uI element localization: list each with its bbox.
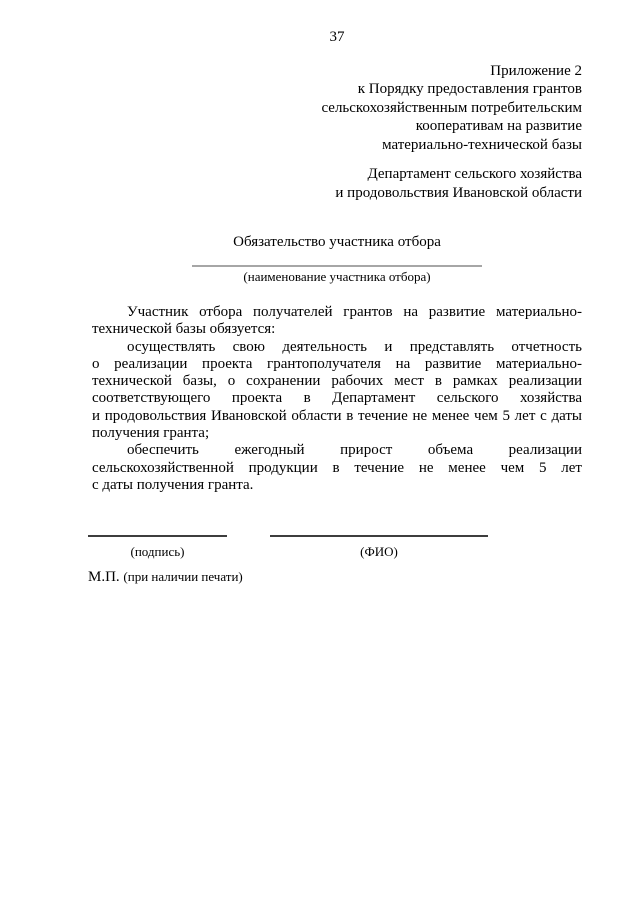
document-title: Обязательство участника отбора <box>233 234 441 250</box>
body-line: технической базы, о сохранении рабочих мест в рамках реализации <box>92 373 582 390</box>
department-line: Департамент сельского хозяйства <box>367 166 582 182</box>
body-line: обеспечить ежегодный прирост объема реализации <box>127 442 582 459</box>
full-name-fill-rule <box>270 535 488 537</box>
body-line: осуществлять свою деятельность и представлять отчетность <box>127 338 582 355</box>
stamp-note: (при наличии печати) <box>123 569 243 584</box>
appendix-line: Приложение 2 <box>490 63 582 79</box>
body-line: о реализации проекта грантополучателя на развитие материально- <box>92 355 582 372</box>
addressee-department-block <box>335 165 582 202</box>
appendix-line: к Порядку предоставления грантов <box>357 81 582 98</box>
signature-fill-rule <box>88 535 227 537</box>
body-paragraph <box>92 442 582 494</box>
department-line: и продовольствия Ивановской области <box>335 184 582 201</box>
signature-caption: (подпись) <box>130 544 185 559</box>
body-line: сельскохозяйственной продукции в течение не менее чем 5 лет <box>92 459 582 476</box>
page-number: 37 <box>329 29 345 45</box>
appendix-line: сельскохозяйственным потребительским <box>321 99 582 116</box>
full-name-caption: (ФИО) <box>360 544 398 559</box>
stamp-placeholder <box>88 568 243 586</box>
body-line: и продовольствия Ивановской области в течение не менее чем 5 лет с даты <box>92 407 582 424</box>
appendix-line: материально-технической базы <box>382 136 582 153</box>
body-line: соответствующего проекта в Департамент сельского хозяйства <box>92 390 582 407</box>
body-line: технической базы обязуется: <box>92 321 276 338</box>
participant-name-fill-rule <box>192 265 482 267</box>
body-paragraph <box>92 339 582 443</box>
appendix-line: кооперативам на развитие <box>415 118 582 135</box>
body-paragraph <box>92 304 582 339</box>
participant-name-caption: (наименование участника отбора) <box>243 269 431 284</box>
body-line: получения гранта; <box>92 425 210 442</box>
body-line: с даты получения гранта. <box>92 476 254 493</box>
obligation-body-text <box>92 304 582 494</box>
appendix-reference-block <box>321 62 582 154</box>
body-line: Участник отбора получателей грантов на развитие материально- <box>127 304 582 320</box>
stamp-abbreviation: М.П. <box>88 569 120 585</box>
